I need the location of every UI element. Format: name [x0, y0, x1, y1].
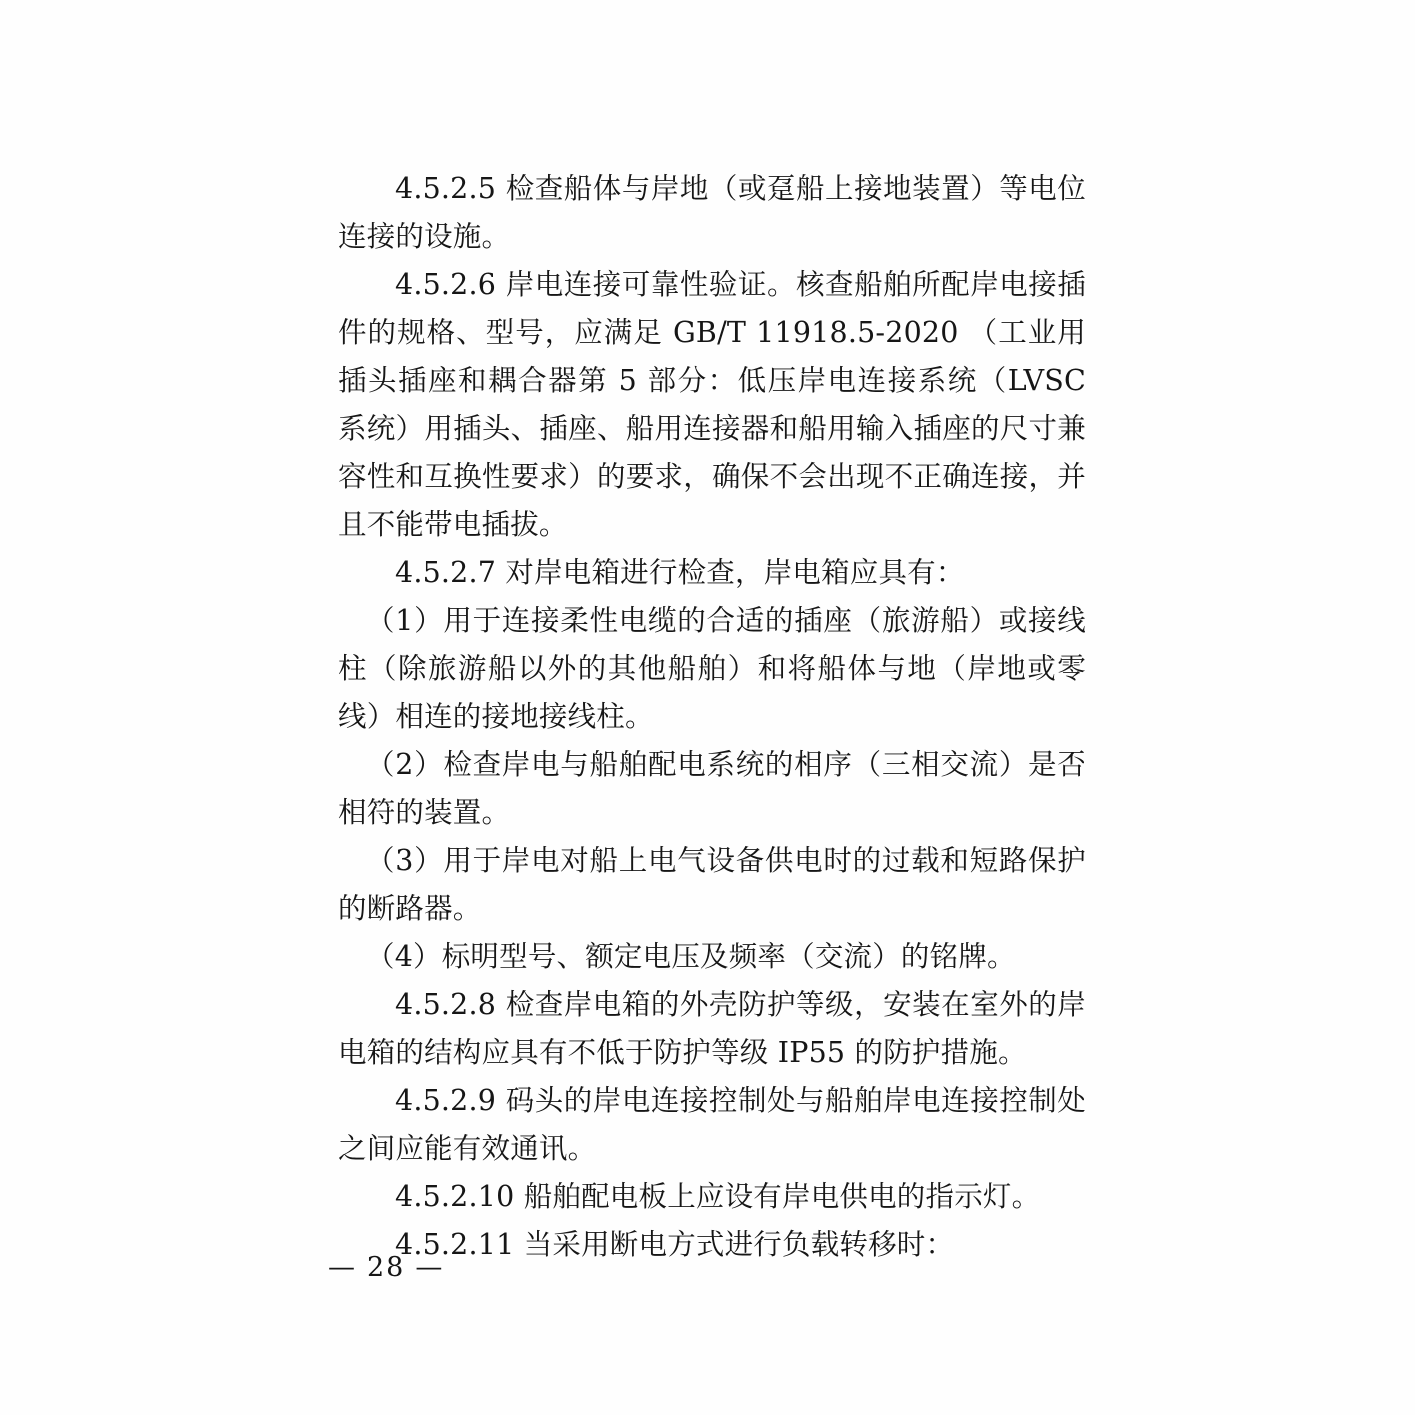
- page-number-prefix: —: [328, 1252, 357, 1283]
- page-number-value: 28: [367, 1252, 406, 1283]
- page-number: [318, 1252, 454, 1283]
- page-text-body: [338, 165, 1086, 1269]
- paragraph-4-5-2-6: 4.5.2.6 岸电连接可靠性验证。核查船舶所配岸电接插件的规格、型号，应满足 GB/T 11918.5-2020 （工业用插头插座和耦合器第 5 部分：低压岸电连接系统（LVSC 系统）用插头、插座、船用连接器和船用输入插座的尺寸兼容性和互换性要求）的要求，确保不会出现不正确连接，并且不能带电插拔。: [338, 268, 1086, 541]
- list-item-2: （2）检查岸电与船舶配电系统的相序（三相交流）是否相符的装置。: [338, 748, 1086, 829]
- paragraph-4-5-2-5: 4.5.2.5 检查船体与岸地（或趸船上接地装置）等电位连接的设施。: [338, 172, 1086, 253]
- page-number-suffix: —: [415, 1252, 445, 1283]
- paragraph-4-5-2-9: 4.5.2.9 码头的岸电连接控制处与船舶岸电连接控制处之间应能有效通讯。: [338, 1084, 1086, 1165]
- paragraph-4-5-2-7: 4.5.2.7 对岸电箱进行检查，岸电箱应具有：: [395, 556, 965, 589]
- list-item-3: （3）用于岸电对船上电气设备供电时的过载和短路保护的断路器。: [338, 844, 1086, 925]
- paragraph-4-5-2-8: 4.5.2.8 检查岸电箱的外壳防护等级，安装在室外的岸电箱的结构应具有不低于防护等级 IP55 的防护措施。: [338, 988, 1086, 1069]
- list-item-1: （1）用于连接柔性电缆的合适的插座（旅游船）或接线柱（除旅游船以外的其他船舶）和将船体与地（岸地或零线）相连的接地接线柱。: [338, 604, 1086, 733]
- paragraph-4-5-2-10: 4.5.2.10 船舶配电板上应设有岸电供电的指示灯。: [395, 1180, 1041, 1213]
- list-item-4: （4）标明型号、额定电压及频率（交流）的铭牌。: [366, 940, 1016, 973]
- paragraph-4-5-2-11: 4.5.2.11 当采用断电方式进行负载转移时：: [395, 1228, 955, 1261]
